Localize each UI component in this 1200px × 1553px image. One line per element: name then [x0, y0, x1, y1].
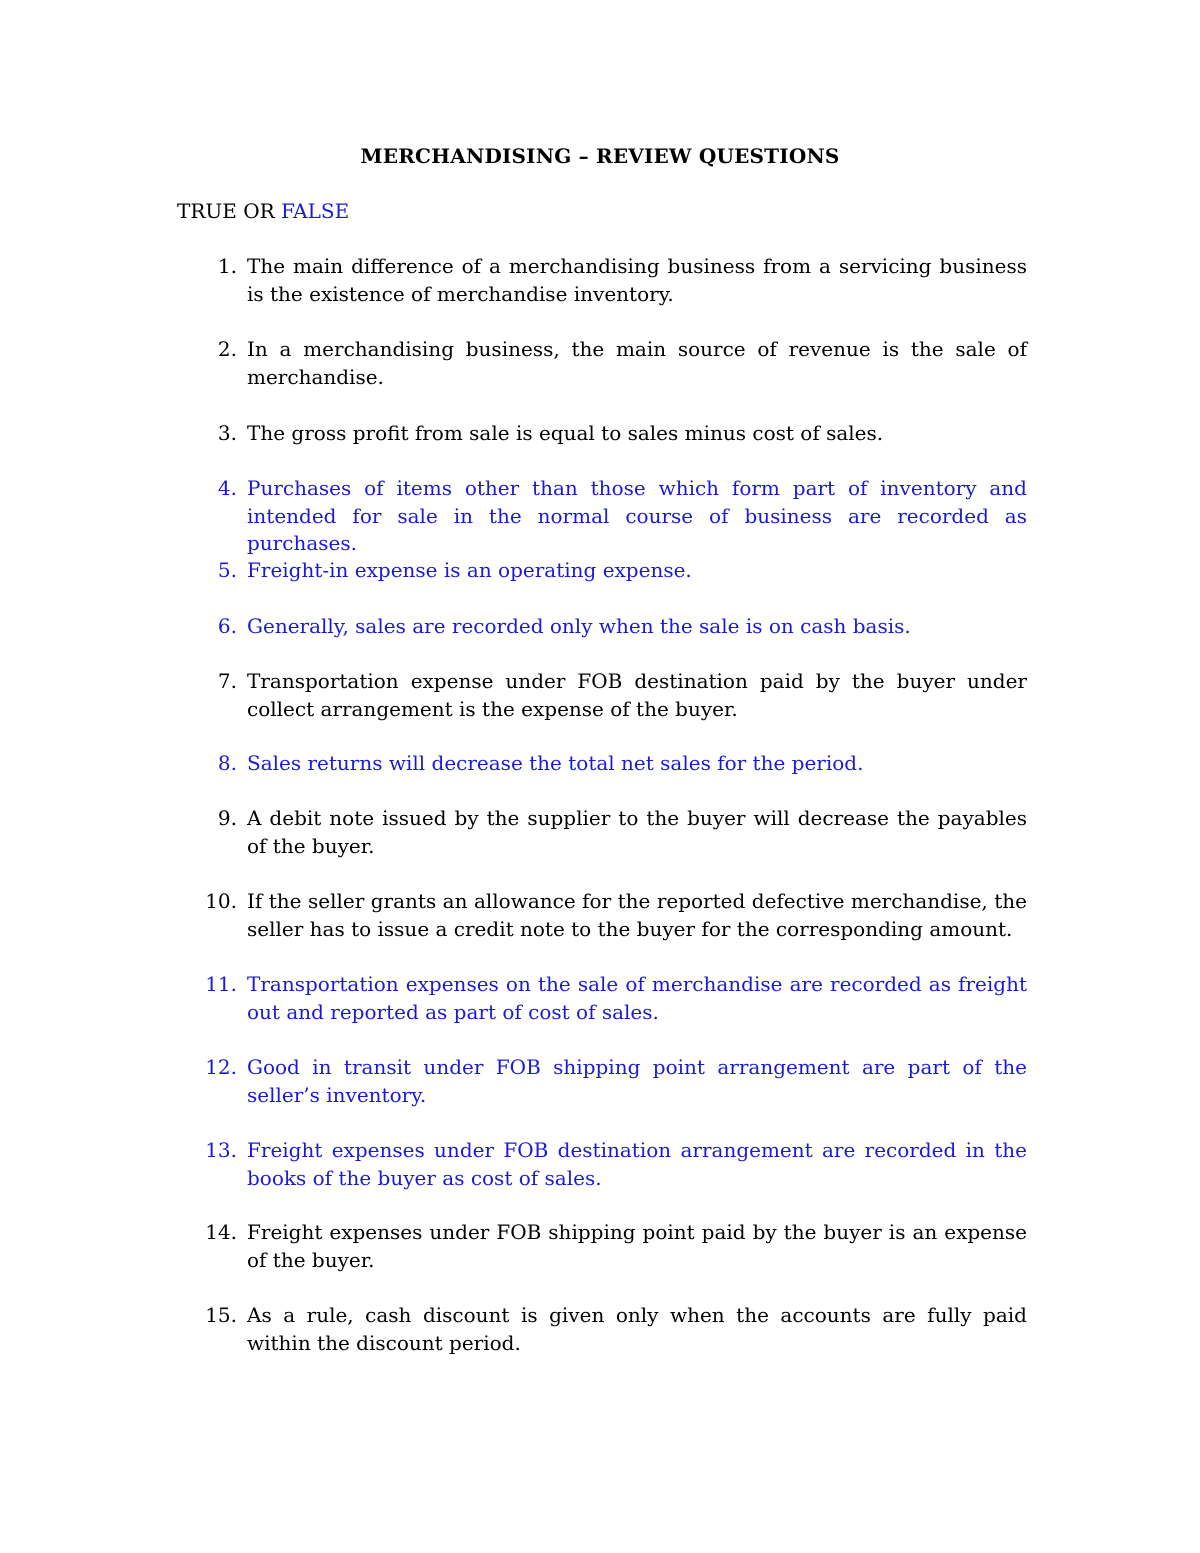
question-text: Freight expenses under FOB destination arrangement are recorded in the books of the buyer as cost of sales.: [247, 1138, 1027, 1190]
question-number: 6.: [217, 614, 237, 638]
question-text: The gross profit from sale is equal to sales minus cost of sales.: [247, 421, 884, 445]
question-text: Freight-in expense is an operating expense.: [247, 558, 692, 582]
question-number: 11.: [205, 972, 237, 996]
question-item: [177, 971, 1027, 1026]
question-item: [177, 1137, 1027, 1192]
question-text: Freight expenses under FOB shipping point paid by the buyer is an expense of the buyer.: [247, 1220, 1027, 1272]
section-heading-true-or: TRUE OR: [177, 199, 275, 223]
question-text: A debit note issued by the supplier to the buyer will decrease the payables of the buyer.: [247, 806, 1027, 858]
question-item: [177, 888, 1027, 943]
question-item: [177, 1302, 1027, 1357]
document-title: MERCHANDISING – REVIEW QUESTIONS: [360, 144, 840, 168]
question-item: [177, 668, 1027, 723]
question-text: The main difference of a merchandising business from a servicing business is the existence of merchandise inventory.: [247, 254, 1027, 306]
question-text: If the seller grants an allowance for the reported defective merchandise, the seller has to issue a credit note to the buyer for the corresponding amount.: [247, 889, 1027, 941]
question-item: [177, 557, 1027, 585]
question-number: 1.: [217, 254, 237, 278]
question-number: 15.: [205, 1303, 237, 1327]
question-text: Transportation expense under FOB destination paid by the buyer under collect arrangement is the expense of the buyer.: [247, 669, 1027, 721]
question-number: 3.: [217, 421, 237, 445]
question-number: 14.: [205, 1220, 237, 1244]
question-number: 5.: [217, 558, 237, 582]
question-text: In a merchandising business, the main source of revenue is the sale of merchandise.: [247, 337, 1027, 389]
question-item: [177, 475, 1027, 558]
question-text: Transportation expenses on the sale of merchandise are recorded as freight out and reported as part of cost of sales.: [247, 972, 1027, 1024]
question-number: 8.: [217, 751, 237, 775]
question-item: [177, 613, 1027, 641]
question-item: [177, 1219, 1027, 1274]
question-number: 9.: [217, 806, 237, 830]
question-text: Generally, sales are recorded only when the sale is on cash basis.: [247, 614, 911, 638]
question-item: [177, 805, 1027, 860]
question-item: [177, 1054, 1027, 1109]
question-item: [177, 420, 1027, 448]
question-text: As a rule, cash discount is given only when the accounts are fully paid within the discount period.: [247, 1303, 1027, 1355]
question-text: Sales returns will decrease the total net sales for the period.: [247, 751, 864, 775]
question-text: Purchases of items other than those which form part of inventory and intended for sale in the normal course of business are recorded as purchases.: [247, 476, 1027, 555]
question-number: 12.: [205, 1055, 237, 1079]
section-heading: [177, 197, 349, 225]
question-number: 2.: [217, 337, 237, 361]
section-heading-false: FALSE: [281, 199, 350, 223]
question-text: Good in transit under FOB shipping point arrangement are part of the seller’s inventory.: [247, 1055, 1027, 1107]
question-number: 10.: [205, 889, 237, 913]
question-item: [177, 750, 1027, 778]
question-number: 13.: [205, 1138, 237, 1162]
question-number: 7.: [217, 669, 237, 693]
question-item: [177, 253, 1027, 308]
question-number: 4.: [217, 476, 237, 500]
question-item: [177, 336, 1027, 391]
